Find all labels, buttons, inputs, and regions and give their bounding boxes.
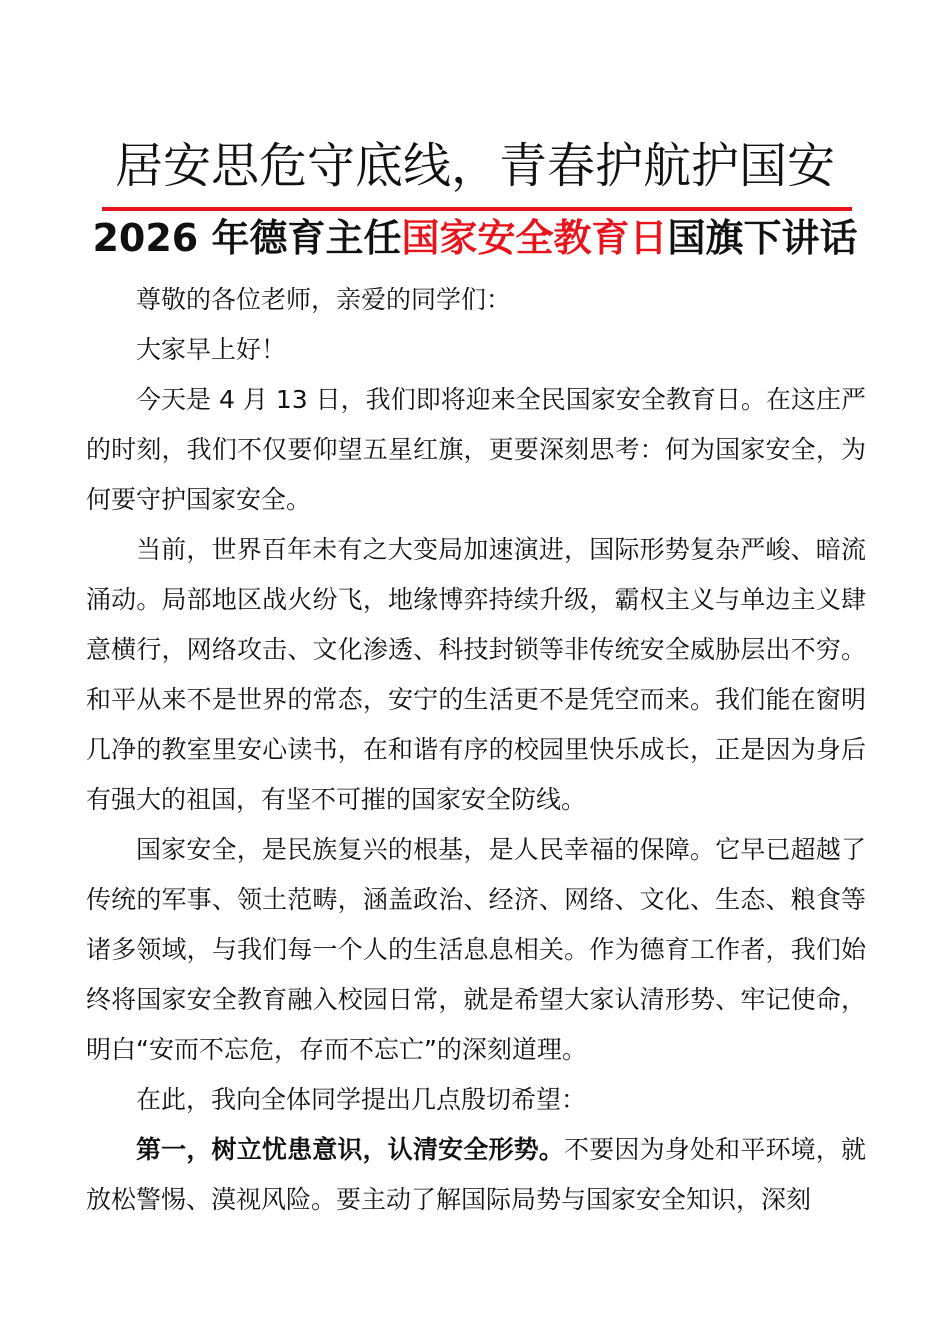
point-heading: 第一，树立忧患意识，认清安全形势。: [136, 1135, 565, 1164]
title-divider: [102, 207, 852, 211]
greeting: 大家早上好！: [136, 335, 287, 364]
subtitle-suffix: 国旗下讲话: [667, 216, 858, 260]
body-paragraph: 国家安全，是民族复兴的根基，是人民幸福的保障。它早已超越了传统的军事、领土范畴，涵盖政治、经济、网络、文化、生态、粮食等诸多领域，与我们每一个人的生活息息相关。作为德育工作者，我们始终将国家安全教育融入校园日常，就是希望大家认清形势、牢记使命，明白“安而不忘危，存而不忘亡”的深刻道理。: [86, 835, 866, 1064]
salutation: 尊敬的各位老师，亲爱的同学们：: [136, 285, 512, 314]
body-paragraph: 当前，世界百年未有之大变局加速演进，国际形势复杂严峻、暗流涌动。局部地区战火纷飞，地缘博弈持续升级，霸权主义与单边主义肆意横行，网络攻击、文化渗透、科技封锁等非传统安全威胁层出不穷。和平从来不是世界的常态，安宁的生活更不是凭空而来。我们能在窗明几净的教室里安心读书，在和谐有序的校园里快乐成长，正是因为身后有强大的祖国，有坚不可摧的国家安全防线。: [86, 535, 866, 814]
speech-body: [86, 275, 866, 1225]
point-paragraph: [86, 1125, 866, 1225]
point-text: 不要因为身处和平环境，就放松警惕、漠视风险。要主动了解国际局势与国家安全知识，深刻: [86, 1135, 866, 1214]
document-title: 居安思危守底线，青春护航护国安: [114, 138, 835, 194]
document-subtitle: [0, 212, 950, 264]
body-paragraph: 今天是 4 月 13 日，我们即将迎来全民国家安全教育日。在这庄严的时刻，我们不仅要仰望五星红旗，更要深刻思考：何为国家安全，为何要守护国家安全。: [86, 385, 866, 514]
subtitle-highlight: 国家安全教育日: [401, 216, 668, 260]
subtitle-prefix: 2026 年德育主任: [92, 216, 402, 260]
body-paragraph: 在此，我向全体同学提出几点殷切希望：: [136, 1085, 587, 1114]
